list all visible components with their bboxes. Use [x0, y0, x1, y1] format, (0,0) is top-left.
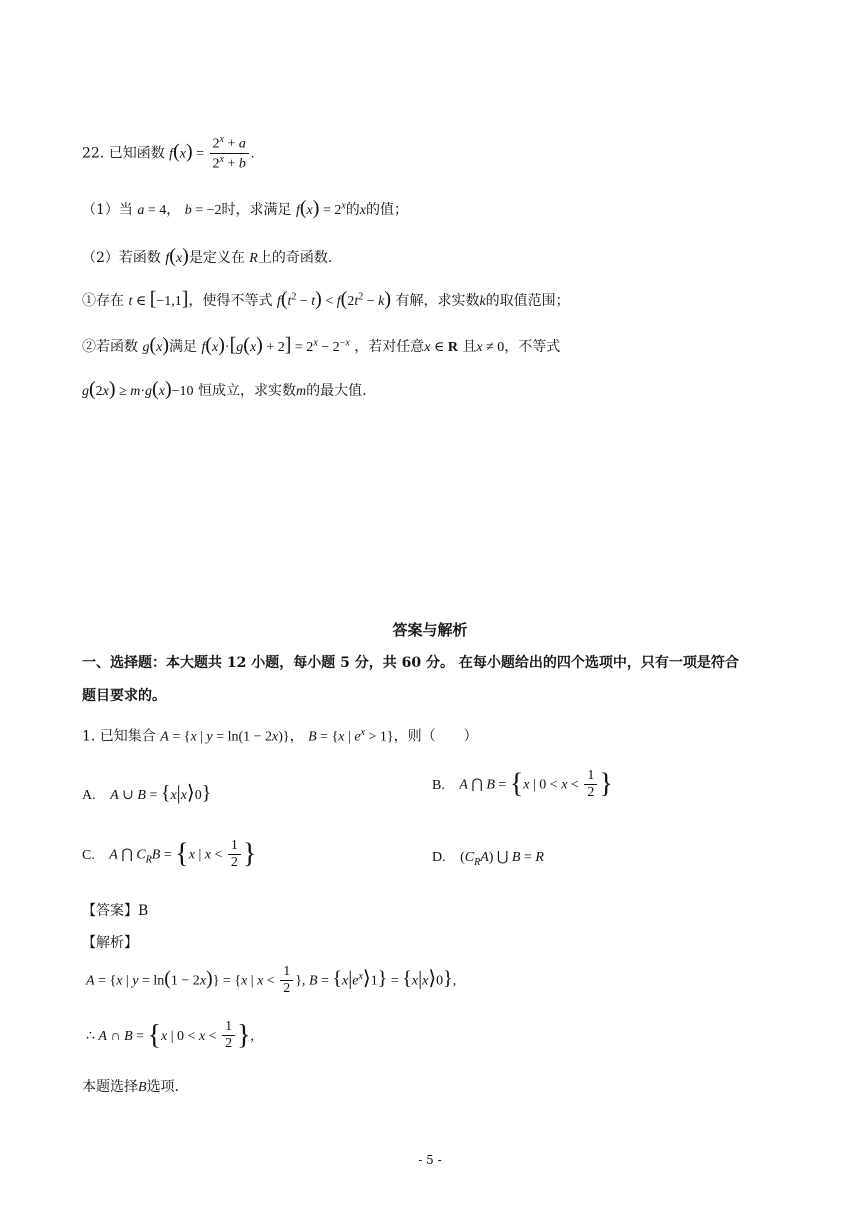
question-1: 1. 已知集合 A = {x | y = ln(1 − 2x)}， B = {x | $e^x > 1$}，则（ ） — [82, 727, 478, 745]
section-heading-line-2: 题目要求的。 — [82, 688, 166, 704]
part-2: （2）若函数 f(x)是定义在 R上的奇函数. — [82, 245, 333, 267]
conclusion: 本题选择B选项. — [82, 1079, 180, 1095]
part-1: （1）当 a = 4， b = −2时，求满足 $f(x) = 2^x$的x的值； — [82, 197, 409, 219]
option-c: C. A ⋂ $C_RB = \{x$ | x < $\frac{1}{2}$ } — [82, 838, 257, 871]
option-b: B. A ⋂ B = {x | 0 < x < $\frac{1}{2}$ } — [432, 768, 613, 801]
section-heading-line-1: 一、选择题：本大题共 12 小题，每小题 5 分，共 60 分。 在每小题给出的四个选项中，只有一项是符合 — [82, 655, 739, 671]
subpart-1: ①存在 t ∈ [−1,1]，使得不等式 $f(t^2 - t) < f(2t^2 - k)$ 有解，求实数k的取值范围； — [82, 288, 570, 310]
option-d: D. $(C_RA)$ ⋃ B = R — [432, 850, 544, 868]
f-fraction: $\frac{2^x + a}{2^x + b}$ — [210, 134, 249, 173]
subpart-2: ②若函数 g(x)满足 $f(x)\cdot[g(x) + 2] = 2^x - 2^{-x}$ ，若对任意x ∈ R 且x ≠ 0，不等式 — [82, 334, 561, 356]
page-number: - 5 - — [418, 1153, 442, 1167]
answer-label: 【答案】B — [82, 903, 149, 919]
subpart-2-inequality: g(2x) ≥ m·g(x)−10 恒成立，求实数m的最大值. — [82, 378, 367, 400]
analysis-step-2: ∴ A ∩ B = {x | 0 < x < $\frac{1}{2}$ }, — [86, 1019, 255, 1052]
analysis-step-1: A = {x | y = ln(1 − 2x)} = {x | x < $\frac{1}{2}$ }, $B = \{x|e^x⟩1\}$ = {x|x⟩0}, — [86, 964, 457, 997]
function-f-definition: f — [169, 146, 174, 162]
problem-22-statement: 22. 已知函数 f(x) = $\frac{2^x + a}{2^x + b}$ . — [82, 134, 255, 172]
analysis-label: 【解析】 — [82, 935, 138, 951]
problem-22-intro: 22. 已知函数 — [82, 145, 165, 162]
option-a: A. A ∪ B = {x|x⟩0} — [82, 782, 212, 804]
answers-title: 答案与解析 — [392, 621, 468, 639]
